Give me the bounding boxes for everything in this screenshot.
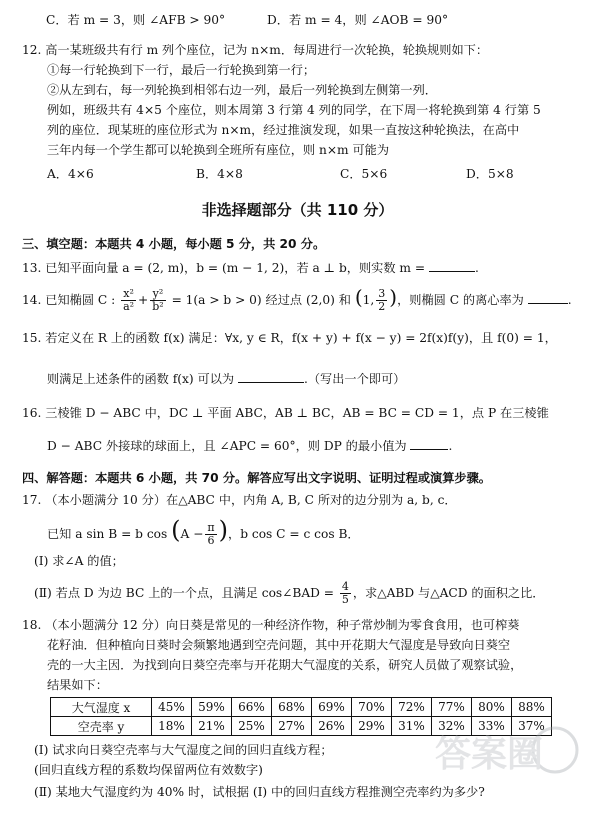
q14 [22, 280, 572, 317]
part4-header: 四、解答题：本题共 6 小题，共 70 分。解答应写出文字说明、证明过程或演算步骤。 [22, 471, 491, 485]
table-cell: 32% [432, 717, 472, 736]
q17-part2-text-a: (Ⅱ) 若点 D 为边 BC 上的一个点，且满足 cos∠BAD = [34, 586, 334, 600]
q16-period: . [448, 439, 453, 453]
q11-option-c: C．若 m = 3，则 ∠AFB > 90° [46, 13, 226, 27]
q12-option-b: B．4×8 [196, 167, 243, 181]
q12-line4: 例如，班级共有 4×5 个座位，则本周第 3 行第 4 列的同学，在下周一将轮换到第 4 行第 5 [47, 103, 541, 117]
q17-pi-num: π [207, 521, 215, 534]
q14-frac-point [376, 288, 387, 313]
table-cell: 29% [352, 717, 392, 736]
table-cell: 66% [232, 698, 272, 717]
table-cell: 37% [512, 717, 552, 736]
q15-answer-blank[interactable] [238, 370, 304, 383]
row-header-empty-rate: 空壳率 y [51, 717, 152, 736]
q12-option-c: C．5×6 [340, 167, 388, 181]
q14-paren-close: ) [389, 285, 398, 309]
q14-text-a: 14. 已知椭圆 C : [22, 293, 116, 307]
q14-frac-x-den: a² [123, 300, 135, 313]
part3-header: 三、填空题：本题共 4 小题，每小题 5 分，共 20 分。 [22, 237, 326, 251]
table-cell: 27% [272, 717, 312, 736]
table-cell: 80% [472, 698, 512, 717]
table-cell: 25% [232, 717, 272, 736]
q14-frac-x-num: x² [121, 288, 136, 301]
q15-line1: 15. 若定义在 R 上的函数 f(x) 满足：∀x, y ∈ R，f(x + y) + f(x − y) = 2f(x)f(y)，且 f(0) = 1， [22, 331, 557, 345]
q14-paren-open: ( [354, 285, 363, 309]
q13-text: 13. 已知平面向量 a = (2, m)，b = (m − 1, 2)，若 a ⊥ b，则实数 m = [22, 261, 426, 275]
q16-answer-blank[interactable] [410, 437, 448, 450]
q16-line1: 16. 三棱锥 D − ABC 中，DC ⊥ 平面 ABC，AB ⊥ BC，AB = BC = CD = 1，点 P 在三棱锥 [22, 406, 549, 420]
q12-line5: 列的座位．现某班的座位形式为 n×m，经过推演发现，如果一直按这种轮换法，在高中 [47, 123, 520, 137]
table-cell: 26% [312, 717, 352, 736]
q17-line1: 17. （本小题满分 10 分）在△ABC 中，内角 A, B, C 所对的边分别为 a, b, c． [22, 493, 457, 507]
table-row [51, 698, 552, 717]
q13 [22, 259, 479, 276]
q17-text-a: 已知 a sin B = b cos [47, 527, 168, 541]
q16-text-a: D − ABC 外接球的球面上，且 ∠APC = 60°，则 DP 的最小值为 [47, 439, 407, 453]
table-cell: 72% [392, 698, 432, 717]
q14-frac-y-den: b² [152, 300, 164, 313]
watermark-logo [380, 720, 590, 815]
table-cell: 31% [392, 717, 432, 736]
q17-frac-cos [340, 581, 351, 606]
q12-line6: 三年内每一个学生都可以轮换到全班所有座位，则 n×m 可能为 [47, 143, 390, 157]
q16-line2 [47, 437, 452, 454]
q14-frac-y-num: y² [150, 288, 165, 301]
q17-frac-pi [205, 522, 216, 547]
q14-answer-blank[interactable] [528, 291, 568, 304]
q17-part1: (Ⅰ) 求∠A 的值； [34, 554, 124, 568]
q17-inner: A − [180, 527, 204, 541]
q13-period: . [474, 261, 479, 275]
q17-cos-den: 5 [341, 593, 349, 606]
q18-part2: (Ⅱ) 某地大气湿度约为 40% 时，试根据 (Ⅰ) 中的回归直线方程推测空壳率约为多少? [34, 785, 485, 799]
q11-option-d: D．若 m = 4，则 ∠AOB = 90° [267, 13, 449, 27]
q14-point-a: 1, [362, 293, 375, 307]
q18-part1: (Ⅰ) 试求向日葵空壳率与大气湿度之间的回归直线方程； [34, 743, 333, 757]
q12-line2: ①每一行轮换到下一行，最后一行轮换到第一行； [47, 63, 316, 77]
q18-line4: 结果如下： [47, 678, 108, 692]
q14-period: . [567, 293, 572, 307]
q13-answer-blank[interactable] [429, 259, 475, 272]
table-cell: 18% [152, 717, 192, 736]
q12-option-a: A．4×6 [47, 167, 94, 181]
table-cell: 59% [192, 698, 232, 717]
table-cell: 68% [272, 698, 312, 717]
q12-line3: ②从左到右，每一列轮换到相邻右边一列，最后一列轮换到左侧第一列． [47, 83, 437, 97]
section-title: 非选择题部分（共 110 分） [201, 201, 394, 219]
table-cell: 45% [152, 698, 192, 717]
q17-line2 [47, 512, 360, 552]
table-cell: 77% [432, 698, 472, 717]
watermark-text: 答案圈 [435, 734, 544, 775]
q15-text-a: 则满足上述条件的函数 f(x) 可以为 [47, 372, 235, 386]
q14-plus: + [138, 293, 149, 307]
q14-text-b: = 1(a > b > 0) 经过点 (2,0) 和 [171, 293, 351, 307]
q15-line2 [47, 370, 405, 387]
q15-text-b: .（写出一个即可） [303, 372, 406, 386]
table-cell: 21% [192, 717, 232, 736]
q14-frac-x [121, 288, 136, 313]
table-cell: 88% [512, 698, 552, 717]
q14-frac-y [150, 288, 165, 313]
q12-option-d: D．5×8 [466, 167, 514, 181]
row-header-humidity: 大气湿度 x [51, 698, 152, 717]
q17-part2-text-b: ，求△ABD 与△ACD 的面积之比． [352, 586, 545, 600]
q18-line3: 壳的一大主因．为找到向日葵空壳率与开花期大气湿度的关系，研究人员做了观察试验， [47, 658, 523, 672]
q17-cos-num: 4 [341, 580, 349, 593]
table-cell: 70% [352, 698, 392, 717]
q14-point-num: 3 [378, 287, 386, 300]
q12-line1: 12. 高一某班级共有行 m 列个座位，记为 n×m．每周进行一次轮换，轮换规则如下： [22, 43, 489, 57]
q18-line1: 18. （本小题满分 12 分）向日葵是常见的一种经济作物，种子常炒制为零食食用，也可榨葵 [22, 618, 520, 632]
q17-paren-close: ) [218, 516, 229, 544]
q14-text-c: ，则椭圆 C 的离心率为 [397, 293, 524, 307]
q17-part2 [34, 576, 544, 610]
q17-pi-den: 6 [207, 534, 215, 547]
table-cell: 69% [312, 698, 352, 717]
q17-text-b: ，b cos C = c cos B． [228, 527, 360, 541]
q18-line2: 花籽油．但种植向日葵时会频繁地遇到空壳问题，其中开花期大气湿度是导致向日葵空 [47, 638, 511, 652]
q14-point-den: 2 [378, 300, 386, 313]
q18-part1-note: (回归直线方程的系数均保留两位有效数字) [34, 763, 263, 777]
table-cell: 33% [472, 717, 512, 736]
q17-paren-open: ( [171, 516, 181, 544]
